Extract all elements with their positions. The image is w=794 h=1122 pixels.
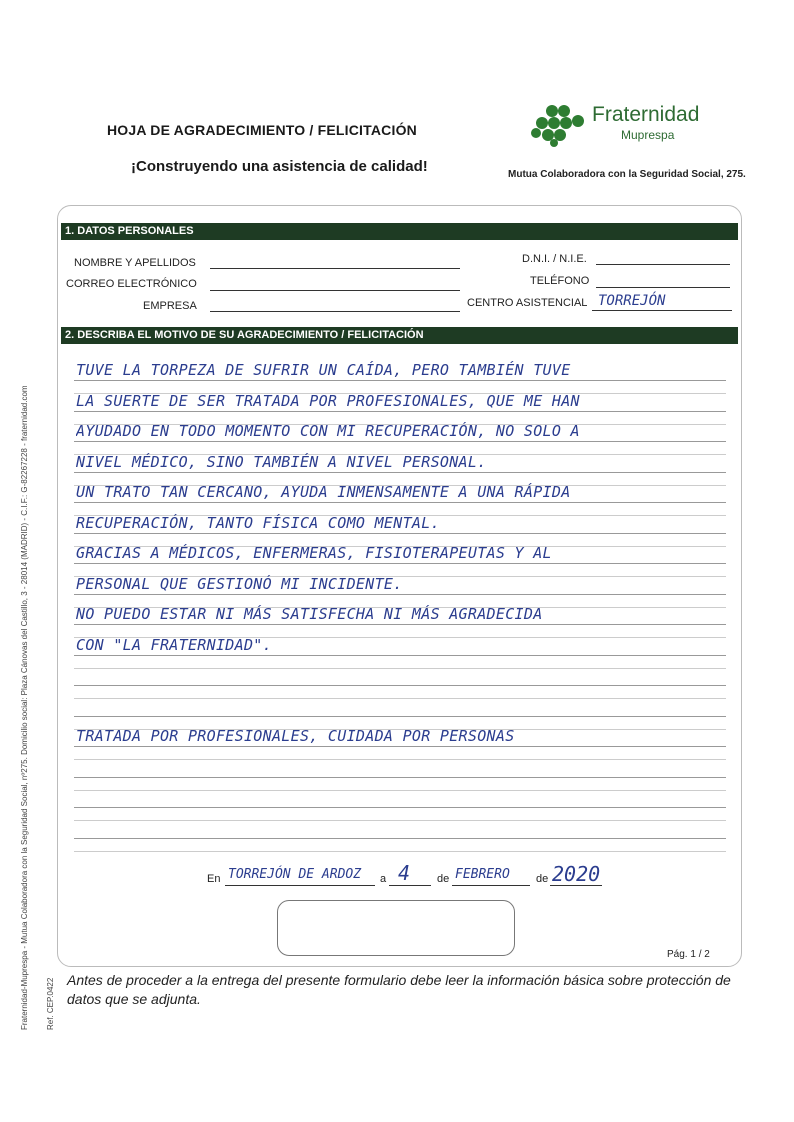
handwritten-line: PERSONAL QUE GESTIONÓ MI INCIDENTE.	[76, 574, 403, 593]
handwritten-line: UN TRATO TAN CERCANO, AYUDA INMENSAMENTE A UNA RÁPIDA	[76, 483, 571, 501]
company-label: EMPRESA	[143, 300, 197, 312]
section-personal-data-header: 1. DATOS PERSONALES	[61, 223, 738, 240]
writing-line	[74, 441, 726, 442]
stamp-box	[277, 900, 515, 956]
date-a-label: a	[380, 873, 387, 885]
month-value: FEBRERO	[455, 867, 510, 882]
brand-name: Fraternidad	[592, 103, 700, 126]
email-label: CORREO ELECTRÓNICO	[66, 278, 197, 290]
writing-line	[74, 655, 726, 656]
brand-sub: Muprespa	[621, 128, 675, 142]
writing-line	[74, 594, 726, 595]
center-field[interactable]	[592, 310, 732, 311]
writing-line	[74, 777, 726, 778]
center-label: CENTRO ASISTENCIAL	[467, 297, 588, 309]
center-value: TORREJÓN	[598, 293, 666, 309]
data-protection-notice: Antes de proceder a la entrega del presente formulario debe leer la información básica sobre protección de datos que se adjunta.	[67, 972, 731, 1007]
handwritten-line: TUVE LA TORPEZA DE SUFRIR UN CAÍDA, PERO TAMBIÉN TUVE	[76, 361, 571, 379]
phone-label: TELÉFONO	[530, 275, 590, 287]
handwritten-line: AYUDADO EN TODO MOMENTO CON MI RECUPERACIÓN, NO SOLO A	[76, 422, 580, 440]
handwritten-line: CON "LA FRATERNIDAD".	[76, 635, 272, 654]
name-field[interactable]	[210, 268, 460, 269]
writing-line	[74, 533, 726, 534]
writing-guide-line	[74, 759, 726, 760]
place-value: TORREJÓN DE ARDOZ	[228, 867, 362, 882]
writing-line	[74, 502, 726, 503]
writing-line	[74, 746, 726, 747]
place-field[interactable]	[225, 885, 375, 886]
dni-label: D.N.I. / N.I.E.	[522, 253, 587, 265]
handwritten-line: NIVEL MÉDICO, SINO TAMBIÉN A NIVEL PERSONAL.	[76, 452, 487, 471]
section-reason-header: 2. DESCRIBA EL MOTIVO DE SU AGRADECIMIENTO / FELICITACIÓN	[61, 327, 738, 344]
writing-guide-line	[74, 698, 726, 699]
email-field[interactable]	[210, 290, 460, 291]
writing-line	[74, 380, 726, 381]
phone-field[interactable]	[596, 287, 730, 288]
reference-code: Ref. CEP.0422	[46, 977, 55, 1030]
writing-line	[74, 807, 726, 808]
page-number: Pág. 1 / 2	[667, 949, 710, 960]
writing-line	[74, 838, 726, 839]
month-field[interactable]	[452, 885, 530, 886]
company-field[interactable]	[210, 311, 460, 312]
name-label: NOMBRE Y APELLIDOS	[74, 257, 196, 269]
writing-guide-line	[74, 668, 726, 669]
date-de2-label: de	[536, 873, 549, 885]
writing-line	[74, 411, 726, 412]
date-de-label: de	[437, 873, 450, 885]
handwritten-line: TRATADA POR PROFESIONALES, CUIDADA POR PERSONAS	[76, 727, 515, 745]
day-field[interactable]	[389, 885, 431, 886]
handwritten-line: RECUPERACIÓN, TANTO FÍSICA COMO MENTAL.	[76, 513, 440, 532]
handwritten-line: LA SUERTE DE SER TRATADA POR PROFESIONALES, QUE ME HAN	[76, 391, 580, 410]
writing-line	[74, 472, 726, 473]
form-subtitle: ¡Construyendo una asistencia de calidad!	[131, 158, 428, 175]
date-en-label: En	[207, 873, 221, 885]
mutua-text: Mutua Colaboradora con la Seguridad Social, 275.	[508, 169, 746, 180]
handwritten-line: GRACIAS A MÉDICOS, ENFERMERAS, FISIOTERAPEUTAS Y AL	[76, 544, 552, 562]
writing-line	[74, 685, 726, 686]
handwritten-line: NO PUEDO ESTAR NI MÁS SATISFECHA NI MÁS AGRADECIDA	[76, 605, 543, 623]
dni-field[interactable]	[596, 264, 730, 265]
writing-guide-line	[74, 790, 726, 791]
year-value: 2020	[552, 862, 601, 886]
form-title: HOJA DE AGRADECIMIENTO / FELICITACIÓN	[107, 122, 417, 138]
writing-line	[74, 716, 726, 717]
writing-line	[74, 563, 726, 564]
writing-line	[74, 624, 726, 625]
day-value: 4	[398, 861, 411, 885]
writing-guide-line	[74, 820, 726, 821]
side-legal-text: Fraternidad-Muprespa - Mutua Colaboradora con la Seguridad Social, nº275. Domicilio social: Plaza Cánovas del Castillo, 3 - 28014 (MADRID) - C.I.F.: G-82267228 - fraternidad.com	[20, 385, 29, 1030]
writing-guide-line	[74, 851, 726, 852]
fraternidad-logo-icon	[530, 103, 588, 147]
